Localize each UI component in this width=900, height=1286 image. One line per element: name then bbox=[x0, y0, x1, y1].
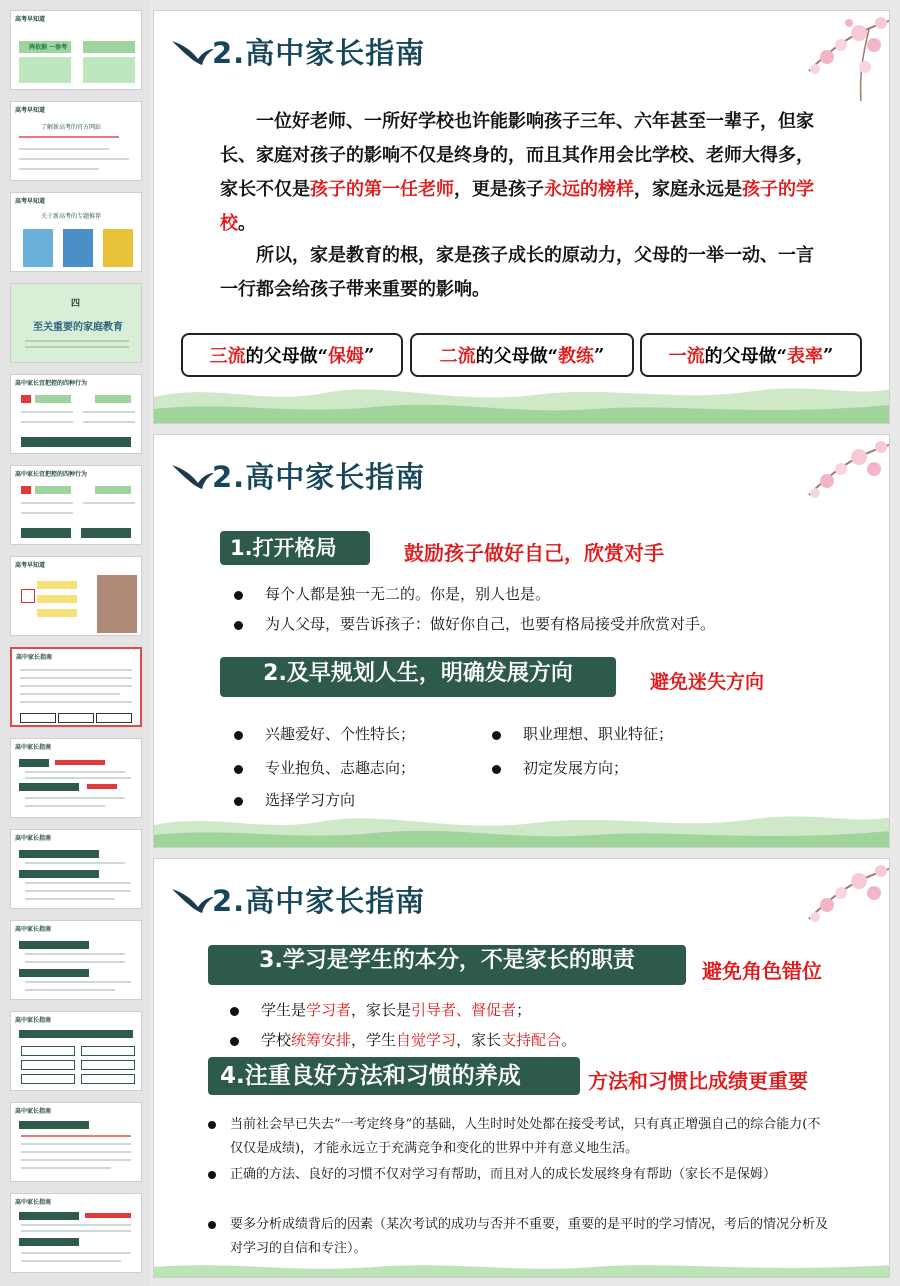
bullet-text: 当前社会早已失去“一考定终身”的基础，人生时时处处都在接受考试，只有真正增强自己的综合能力(不仅仅是成绩)，才能永远立于充满竞争和变化的世界中并有意义地生活。 bbox=[230, 1117, 821, 1156]
bullet-text: 要多分析成绩背后的因素（某次考试的成功与否并不重要，重要的是平时的学习情况，考后的情况分析及对学习的自信和专注）。 bbox=[230, 1217, 829, 1256]
cherry-blossom-decoration bbox=[769, 435, 889, 545]
highlight: 引导者、督促者 bbox=[411, 1001, 517, 1019]
section-heading-4: 4.注重良好方法和习惯的养成 bbox=[208, 1057, 580, 1095]
slide-title: 2.高中家长指南 bbox=[212, 884, 426, 918]
thumbnail-title: 高中家长指南 bbox=[15, 1108, 52, 1115]
bullet-item bbox=[234, 583, 550, 604]
slide-thumbnail[interactable] bbox=[10, 647, 142, 727]
level-text: 的父母做“ bbox=[475, 346, 558, 367]
bullet-text: 初定发展方向； bbox=[523, 759, 629, 777]
slide-2[interactable] bbox=[153, 434, 890, 848]
thumbnail-caption: 关于新高考的专题推荐 bbox=[41, 213, 102, 220]
bullet-dot bbox=[234, 621, 243, 630]
bullet-paragraph bbox=[208, 1213, 828, 1261]
thumbnail-title: 高中家长指南 bbox=[15, 1199, 52, 1206]
bullet-dot bbox=[234, 797, 243, 806]
thumbnail-title: 高考早知道 bbox=[15, 198, 46, 205]
swallow-icon bbox=[170, 459, 216, 493]
slide-thumbnail[interactable] bbox=[10, 556, 142, 636]
quote-mark: ” bbox=[594, 344, 605, 366]
slide-1[interactable] bbox=[153, 10, 890, 424]
slide-thumbnail[interactable] bbox=[10, 10, 142, 90]
bullet-item bbox=[234, 723, 415, 744]
slide-thumbnail[interactable] bbox=[10, 374, 142, 454]
bullet-text: 每个人都是独一无二的。你是，别人也是。 bbox=[265, 585, 551, 603]
green-hills-decoration bbox=[154, 1257, 890, 1277]
highlight-first-teacher: 孩子的第一任老师 bbox=[310, 179, 454, 200]
slide-title: 2.高中家长指南 bbox=[212, 460, 426, 494]
highlight: 自觉学习 bbox=[396, 1031, 457, 1049]
text-run: ，家长是 bbox=[351, 1001, 412, 1019]
thumbnail-title: 高中家长宜把控的四种行为 bbox=[15, 471, 88, 478]
slide-thumbnail[interactable] bbox=[10, 1011, 142, 1091]
bullet-item bbox=[234, 613, 715, 634]
text-run: ，更是孩子 bbox=[454, 179, 544, 200]
bullet-item bbox=[492, 723, 673, 744]
thumbnail-title: 高考早知道 bbox=[15, 16, 46, 23]
thumbnail-title: 高考早知道 bbox=[15, 562, 46, 569]
bullet-item bbox=[492, 757, 628, 778]
section-note-2: 避免迷失方向 bbox=[650, 671, 765, 693]
thumbnail-title: 高中家长指南 bbox=[15, 926, 52, 933]
level-text: 的父母做“ bbox=[245, 346, 328, 367]
slide-3[interactable] bbox=[153, 858, 890, 1278]
text-run: 学校 bbox=[261, 1031, 292, 1049]
bullet-item bbox=[230, 1029, 576, 1050]
parent-level-box bbox=[640, 333, 862, 377]
thumbnail-caption: 了解新高考的官方网站 bbox=[41, 124, 102, 131]
quote-mark: ” bbox=[823, 344, 834, 366]
text-run: ，家长 bbox=[456, 1031, 502, 1049]
parent-level-box bbox=[410, 333, 634, 377]
thumbnail-caption: 两依据 一参考 bbox=[29, 44, 68, 51]
bullet-paragraph bbox=[208, 1113, 828, 1161]
highlight: 支持配合 bbox=[501, 1031, 562, 1049]
slide-thumbnail-panel[interactable] bbox=[0, 0, 150, 1286]
slide-thumbnail[interactable] bbox=[10, 1193, 142, 1273]
thumbnail-title: 高中家长宜把控的四种行为 bbox=[15, 380, 88, 387]
bullet-dot bbox=[230, 1037, 239, 1046]
text-run: ，家庭永远是 bbox=[634, 179, 742, 200]
thumbnail-title: 四 bbox=[71, 299, 81, 309]
slide-thumbnail[interactable] bbox=[10, 920, 142, 1000]
highlight-school: 孩子的学校 bbox=[220, 179, 814, 234]
green-hills-decoration bbox=[154, 807, 890, 847]
section-heading-1: 1.打开格局 bbox=[220, 531, 370, 565]
bullet-dot bbox=[234, 731, 243, 740]
bullet-text: 专业抱负、志趣志向； bbox=[265, 759, 416, 777]
bullet-dot bbox=[234, 765, 243, 774]
bullet-dot bbox=[208, 1171, 216, 1179]
thumbnail-caption: 至关重要的家庭教育 bbox=[33, 322, 123, 333]
bullet-dot bbox=[208, 1121, 216, 1129]
level-label: 一流 bbox=[668, 346, 705, 367]
parent-level-box bbox=[181, 333, 403, 377]
section-note-1: 鼓励孩子做好自己，欣赏对手 bbox=[404, 541, 664, 565]
bullet-dot bbox=[492, 731, 501, 740]
slide-title: 2.高中家长指南 bbox=[212, 36, 426, 70]
bullet-text: 正确的方法、良好的习惯不仅对学习有帮助，而且对人的成长发展终身有帮助（家长不是保姆） bbox=[230, 1167, 777, 1182]
slide-thumbnail[interactable] bbox=[10, 192, 142, 272]
text-run: 。 bbox=[238, 213, 256, 234]
slide-thumbnail[interactable] bbox=[10, 829, 142, 909]
role-label: 教练 bbox=[558, 346, 594, 367]
highlight-role-model: 永远的榜样 bbox=[544, 179, 634, 200]
green-hills-decoration bbox=[154, 375, 890, 423]
level-label: 二流 bbox=[439, 346, 476, 367]
bullet-item bbox=[230, 999, 531, 1020]
bullet-dot bbox=[230, 1007, 239, 1016]
text-run: ，学生 bbox=[351, 1031, 397, 1049]
bullet-text: 兴趣爱好、个性特长； bbox=[265, 725, 416, 743]
bullet-text: 职业理想、职业特征； bbox=[523, 725, 674, 743]
bullet-dot bbox=[492, 765, 501, 774]
section-note-4: 方法和习惯比成绩更重要 bbox=[588, 1069, 808, 1093]
summary-paragraph: 所以，家是教育的根，家是孩子成长的原动力，父母的一举一动、一言一行都会给孩子带来重要的影响。 bbox=[220, 245, 814, 300]
slide-thumbnail[interactable] bbox=[10, 283, 142, 363]
thumbnail-title: 高中家长指南 bbox=[15, 835, 52, 842]
role-label: 表率 bbox=[787, 346, 823, 367]
thumbnail-title: 高中家长指南 bbox=[15, 744, 52, 751]
bullet-text: 选择学习方向 bbox=[265, 791, 356, 809]
level-label: 三流 bbox=[209, 346, 246, 367]
thumbnail-title: 高考早知道 bbox=[15, 107, 46, 114]
highlight: 学习者 bbox=[306, 1001, 352, 1019]
slide-thumbnail[interactable] bbox=[10, 738, 142, 818]
bullet-text: 为人父母，要告诉孩子：做好你自己，也要有格局接受并欣赏对手。 bbox=[265, 615, 716, 633]
level-text: 的父母做“ bbox=[704, 346, 787, 367]
text-run: 。 bbox=[561, 1031, 577, 1049]
section-heading-3: 3.学习是学生的本分，不是家长的职责 bbox=[208, 945, 686, 985]
text-run: 学生是 bbox=[261, 1001, 307, 1019]
section-note-3: 避免角色错位 bbox=[702, 959, 822, 983]
thumbnail-title: 高中家长指南 bbox=[16, 654, 53, 661]
text-run: ； bbox=[516, 1001, 532, 1019]
swallow-icon bbox=[170, 883, 216, 917]
text-run: 一位好老师、一所好学校也许能影响孩子三年、六年甚至一辈子，但家长、家庭对孩子的影响不仅是终身的，而且其作用会比学校、老师大得多，家长不仅是 bbox=[220, 111, 814, 200]
cherry-blossom-decoration bbox=[769, 859, 889, 969]
quote-mark: ” bbox=[364, 344, 375, 366]
role-label: 保姆 bbox=[328, 346, 364, 367]
section-heading-2: 2.及早规划人生，明确发展方向 bbox=[220, 657, 616, 697]
slide-thumbnail[interactable] bbox=[10, 1102, 142, 1182]
bullet-dot bbox=[208, 1221, 216, 1229]
slide-thumbnail[interactable] bbox=[10, 465, 142, 545]
bullet-paragraph bbox=[208, 1163, 828, 1187]
bullet-dot bbox=[234, 591, 243, 600]
slide-thumbnail[interactable] bbox=[10, 101, 142, 181]
swallow-icon bbox=[170, 35, 216, 69]
highlight: 统筹安排 bbox=[291, 1031, 352, 1049]
bullet-item bbox=[234, 757, 415, 778]
thumbnail-title: 高中家长指南 bbox=[15, 1017, 52, 1024]
intro-paragraph bbox=[220, 105, 825, 241]
